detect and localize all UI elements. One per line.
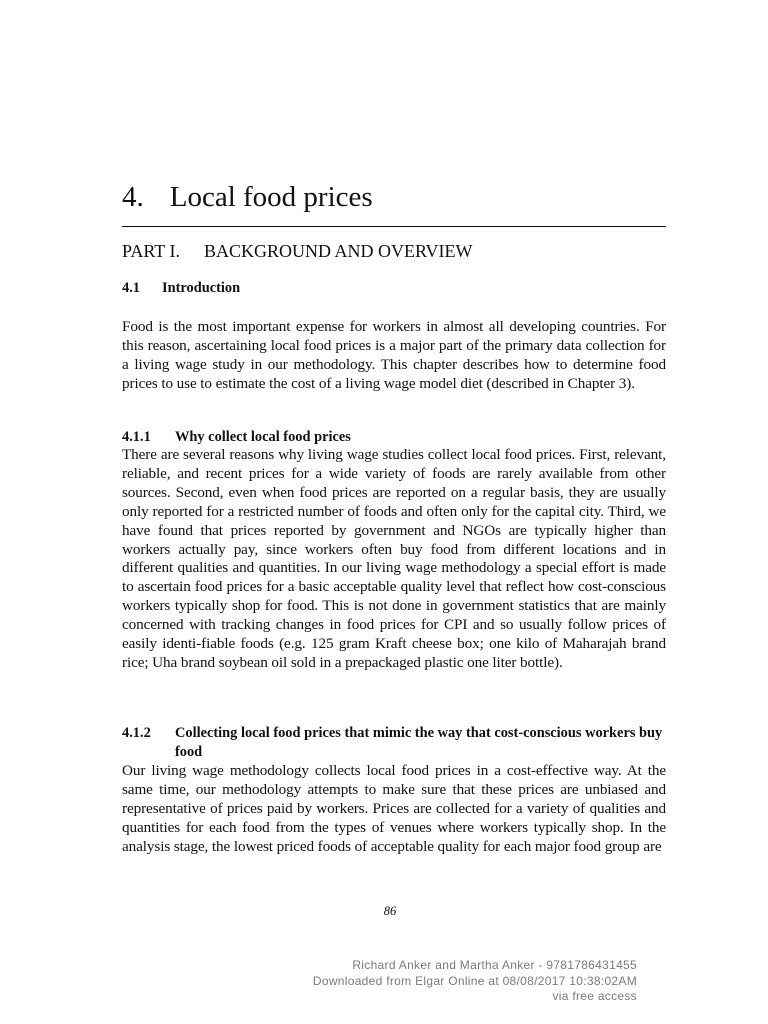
section-heading-4-1-2 <box>122 724 666 762</box>
section-title: Why collect local food prices <box>175 429 351 445</box>
section-body-4-1-2: Our living wage methodology collects local food prices in a cost-effective way. At the same time, our methodology attempts to make sure that these prices are unbiased and representative of prices paid by workers. Prices are collected for a variety of qualities and quantities for each food from the types of venues where workers typically shop. In the analysis stage, the lowest priced foods of acceptable quality for each major food group are <box>122 762 666 855</box>
chapter-title <box>122 177 666 217</box>
section-body-4-1-1: There are several reasons why living wage studies collect local food prices. First, relevant, reliable, and recent prices for a wide variety of foods are rarely available from other sources. Second, even when food prices are reported on a regular basis, they are usually only reported for a restricted number of foods and often only for the capital city. Third, we have found that prices reported by government and NGOs are typically higher than workers actually pay, since workers often buy food from different locations and in different qualities and quantities. In our living wage methodology a special effort is made to ascertain food prices for a basic acceptable quality level that reflect how cost-conscious workers typically shop for food. This is not done in government statistics that are mainly concerned with tracking changes in food prices for CPI and so usually follow prices of easily identi-fiable foods (e.g. 125 gram Kraft cheese box; one kilo of Maharajah brand rice; Uha brand soybean oil sold in a prepackaged plastic one liter bottle). <box>122 446 666 671</box>
watermark-line: Richard Anker and Martha Anker - 9781786431455 <box>352 958 637 972</box>
page-number: 86 <box>383 904 397 918</box>
section-body-4-1: Food is the most important expense for workers in almost all developing countries. For this reason, ascertaining local food prices is a major part of the primary data collection for a living wage study in our methodology. This chapter describes how to determine food prices to use to estimate the cost of a living wage model diet (described in Chapter 3). <box>122 318 666 392</box>
part-heading <box>122 237 666 265</box>
section-number: 4.1 <box>122 280 140 296</box>
part-title: BACKGROUND AND OVERVIEW <box>203 241 473 261</box>
download-watermark <box>313 958 637 1005</box>
section-title: Collecting local food prices that mimic the way that cost-conscious workers buy food <box>175 725 663 760</box>
part-number: PART I. <box>122 241 180 261</box>
chapter-rule <box>122 226 666 227</box>
watermark-line: Downloaded from Elgar Online at 08/08/2017 10:38:02AM <box>312 973 637 988</box>
section-heading-4-1-1 <box>122 428 666 447</box>
watermark-line: via free access <box>552 989 637 1003</box>
chapter-title-text: Local food prices <box>169 181 373 213</box>
section-number: 4.1.2 <box>122 725 151 741</box>
section-heading-4-1 <box>122 279 666 298</box>
section-number: 4.1.1 <box>122 429 151 445</box>
chapter-number: 4. <box>122 181 144 213</box>
section-title: Introduction <box>162 280 241 296</box>
